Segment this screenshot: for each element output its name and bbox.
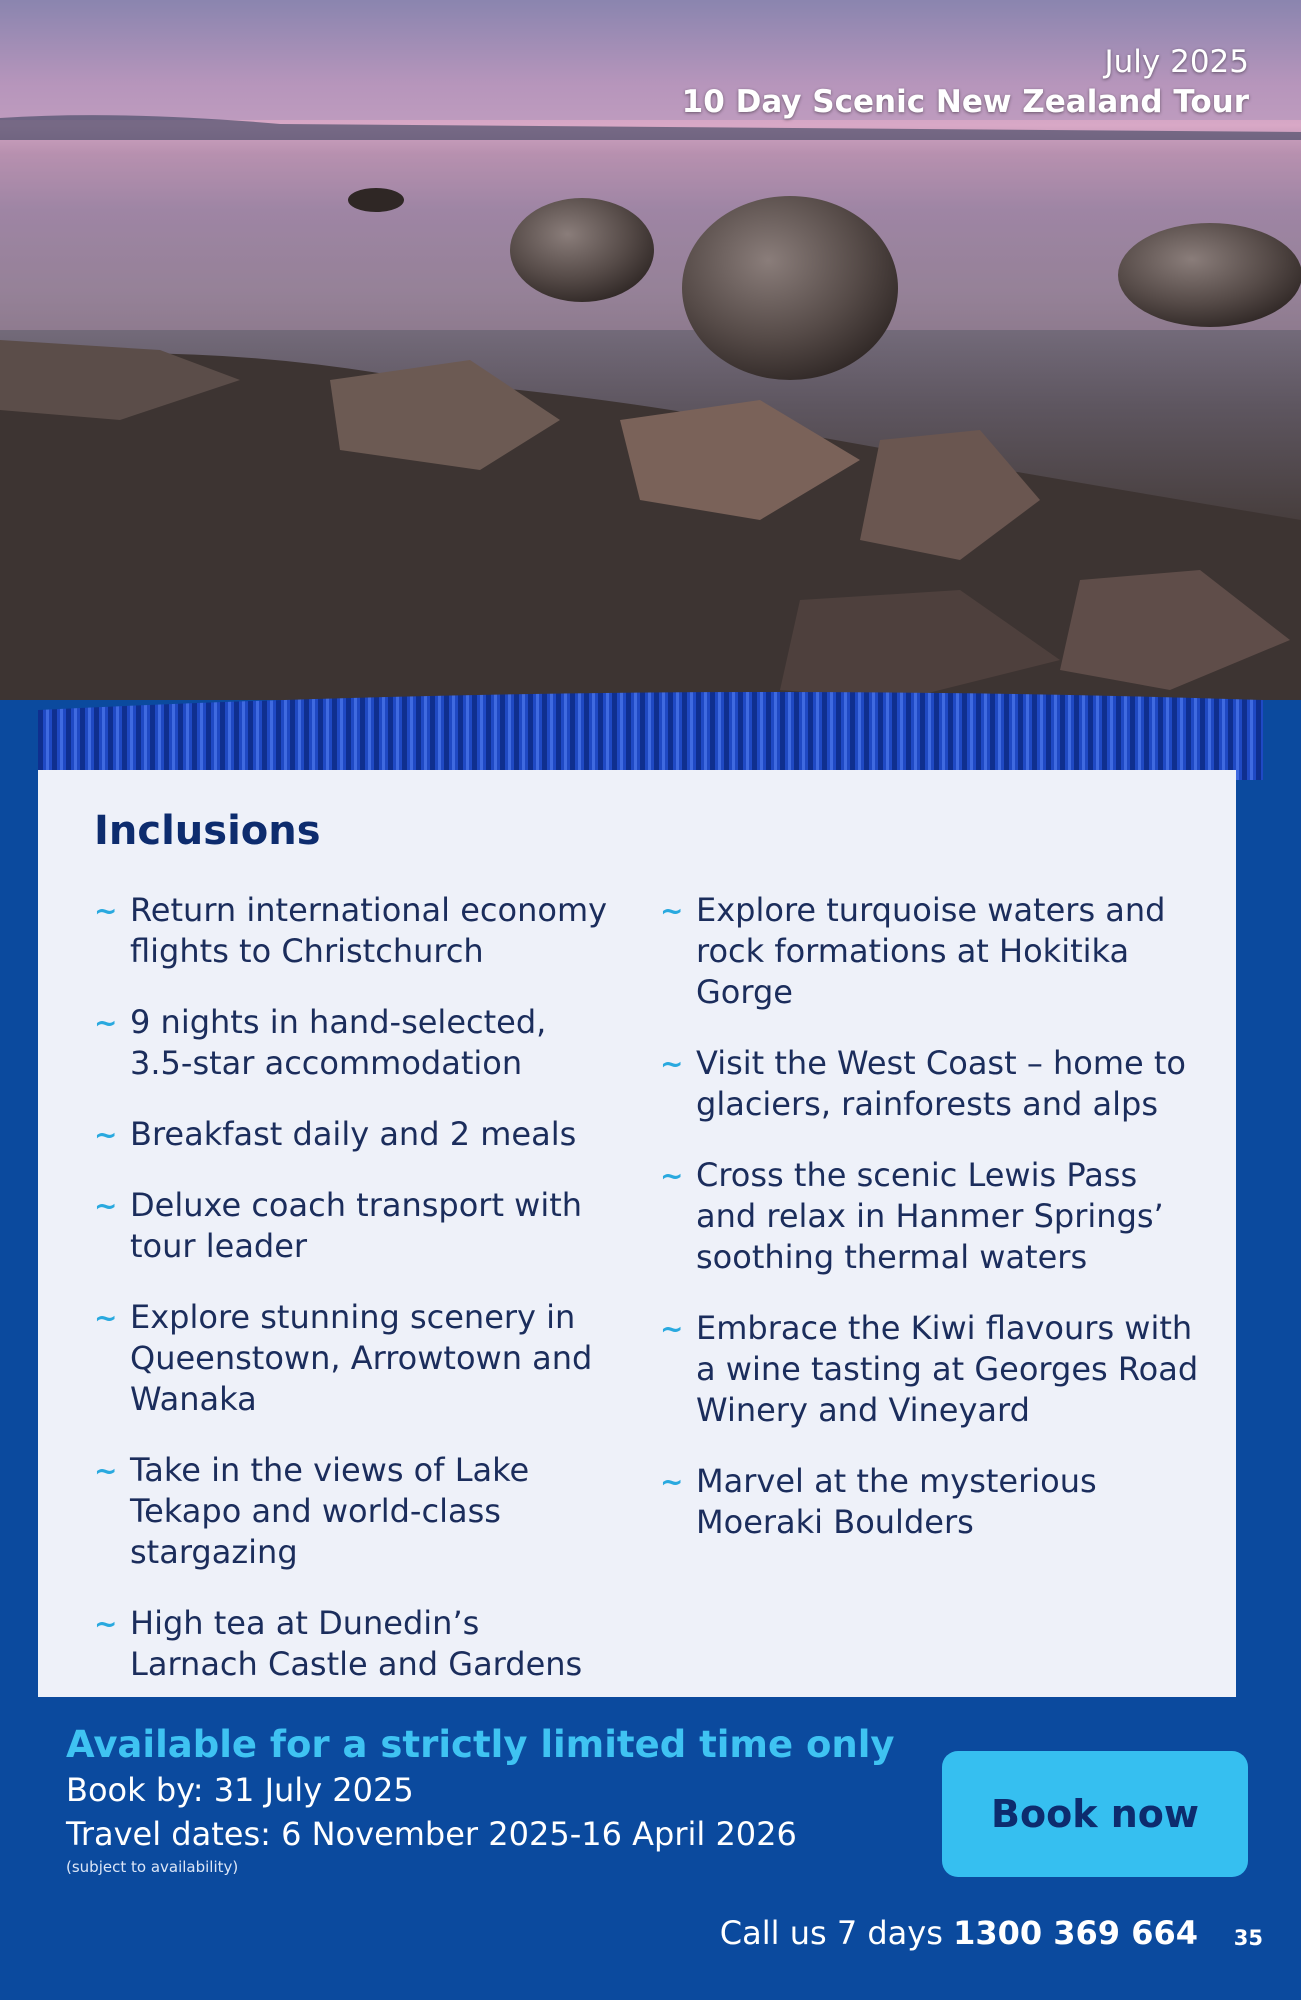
page-number: 35 [1233, 1926, 1263, 1950]
list-item: ~ Return international economy flights to Christchurch [94, 891, 608, 970]
tour-date: July 2025 [1104, 44, 1249, 80]
tilde-bullet-icon: ~ [660, 1047, 684, 1080]
list-item: ~ Embrace the Kiwi flavours with a wine tasting at Georges Road Winery and Vineyard [660, 1309, 1199, 1429]
tilde-bullet-icon: ~ [660, 1465, 684, 1498]
tilde-bullet-icon: ~ [94, 894, 118, 927]
phone-number[interactable]: 1300 369 664 [953, 1914, 1198, 1952]
list-item: ~ Deluxe coach transport with tour leader [94, 1186, 583, 1265]
travel-dates: Travel dates: 6 November 2025-16 April 2026 [66, 1815, 797, 1853]
inclusions-list-left [94, 890, 614, 1715]
tilde-bullet-icon: ~ [660, 1312, 684, 1345]
list-item: ~ 9 nights in hand-selected, 3.5-star accommodation [94, 1003, 547, 1082]
inclusions-heading: Inclusions [94, 808, 321, 854]
list-item: ~ Take in the views of Lake Tekapo and world-class stargazing [94, 1451, 530, 1571]
tilde-bullet-icon: ~ [94, 1189, 118, 1222]
list-item: ~ Explore stunning scenery in Queenstown, Arrowtown and Wanaka [94, 1298, 593, 1418]
inclusions-card [38, 770, 1236, 1697]
tilde-bullet-icon: ~ [94, 1454, 118, 1487]
tilde-bullet-icon: ~ [94, 1301, 118, 1334]
promo-headline: Available for a strictly limited time only [66, 1723, 895, 1766]
tilde-bullet-icon: ~ [94, 1118, 118, 1151]
tilde-bullet-icon: ~ [660, 894, 684, 927]
availability-note: (subject to availability) [66, 1858, 239, 1876]
list-item: ~ Cross the scenic Lewis Pass and relax in Hanmer Springs’ soothing thermal waters [660, 1156, 1164, 1276]
contact-line [720, 1914, 1198, 1952]
promo-block [66, 1722, 895, 1878]
curtain-valance [38, 680, 1263, 780]
list-item: ~ Explore turquoise waters and rock formations at Hokitika Gorge [660, 891, 1166, 1011]
list-item: ~ Marvel at the mysterious Moeraki Boulders [660, 1462, 1097, 1541]
inclusions-list-right [660, 890, 1200, 1573]
tilde-bullet-icon: ~ [94, 1006, 118, 1039]
contact-prefix: Call us 7 days [719, 1914, 943, 1952]
tilde-bullet-icon: ~ [94, 1607, 118, 1640]
list-item: ~ Visit the West Coast – home to glaciers, rainforests and alps [660, 1044, 1186, 1123]
list-item: ~ Breakfast daily and 2 meals [94, 1115, 577, 1153]
book-now-button[interactable]: Book now [942, 1751, 1248, 1877]
hero-photo [0, 0, 1301, 700]
tilde-bullet-icon: ~ [660, 1159, 684, 1192]
tour-title: 10 Day Scenic New Zealand Tour [681, 84, 1249, 120]
book-by-date: Book by: 31 July 2025 [66, 1771, 414, 1809]
list-item: ~ High tea at Dunedin’s Larnach Castle and Gardens [94, 1604, 583, 1683]
